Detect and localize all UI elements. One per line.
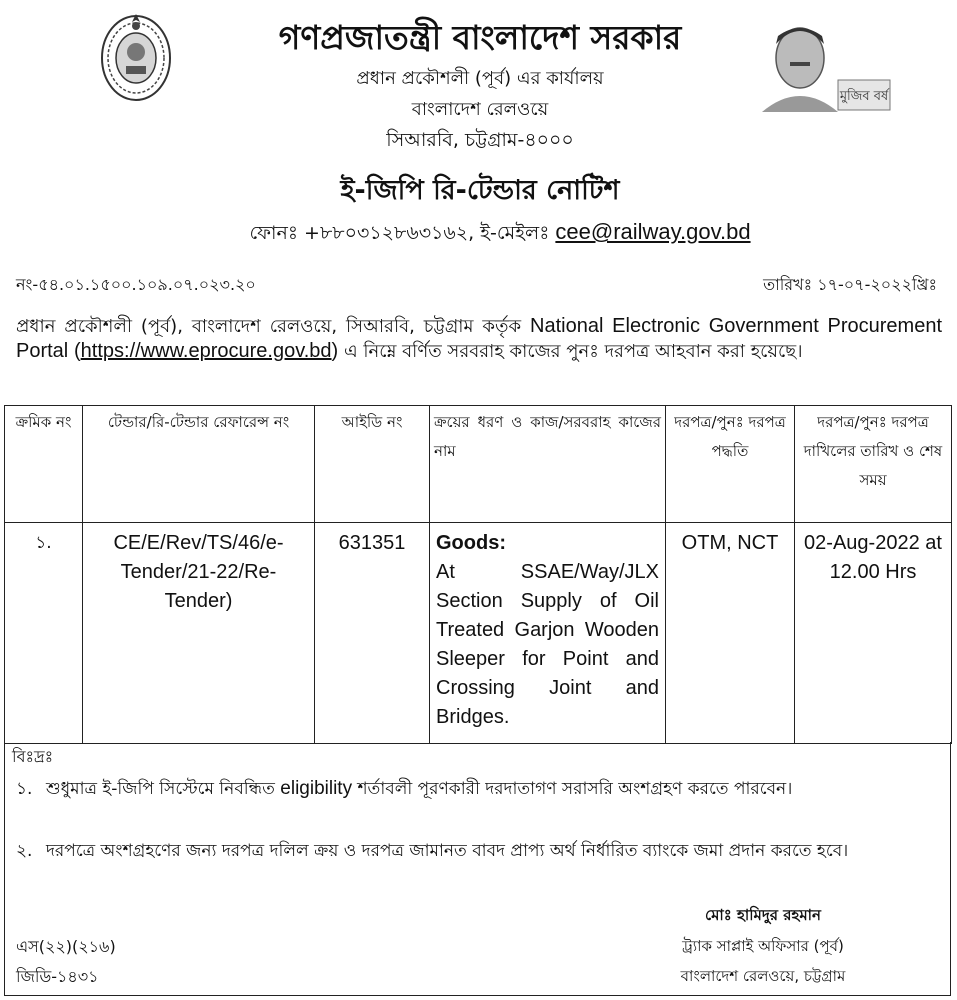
- organization-name: বাংলাদেশ রেলওয়ে: [411, 99, 549, 120]
- note-text-part: শুধুমাত্র ই-জিপি সিস্টেমে নিবন্ধিত: [46, 779, 275, 799]
- cell-serial: ১.: [5, 523, 83, 744]
- notice-title: ই-জিপি রি-টেন্ডার নোটিশ: [340, 175, 620, 206]
- portrait-logo-icon: [752, 14, 892, 114]
- header-serial: ক্রমিক নং: [5, 406, 83, 523]
- note-item: [16, 774, 942, 804]
- table-header-row: [5, 406, 952, 523]
- note-item: [16, 836, 942, 866]
- note-text: দরপত্রে অংশগ্রহণের জন্য দরপত্র দলিল ক্রয় ও দরপত্র জামানত বাবদ প্রাপ্য অর্থ নির্ধারিত ব্যাংকে জমা প্রদান করতে হবে।: [46, 841, 849, 861]
- header-id: আইডি নং: [315, 406, 430, 523]
- portal-url-link[interactable]: https://www.eprocure.gov.bd: [80, 340, 332, 362]
- reference-code: জিডি-১৪৩১: [16, 967, 99, 986]
- table-row: [5, 523, 952, 744]
- signatory-title: ট্র্যাক সাপ্লাই অফিসার (পূর্ব): [682, 937, 844, 955]
- office-name: প্রধান প্রকৌশলী (পূর্ব) এর কার্যালয়: [356, 68, 604, 89]
- email-link[interactable]: cee@railway.gov.bd: [555, 219, 751, 244]
- reference-code: এস(২২)(২১৬): [16, 937, 116, 956]
- header-deadline: দরপত্র/পুনঃ দরপত্র দাখিলের তারিখ ও শেষ সময়: [795, 406, 952, 523]
- work-details: At SSAE/Way/JLX Section Supply of Oil Treated Garjon Wooden Sleeper for Point and Crossing Joint and Bridges.: [436, 561, 659, 728]
- intro-text-1: প্রধান প্রকৌশলী (পূর্ব), বাংলাদেশ রেলওয়ে, সিআরবি, চট্টগ্রাম কর্তৃক: [16, 316, 522, 337]
- note-text-english: eligibility: [280, 778, 353, 799]
- notice-date: তারিখঃ ১৭-০৭-২০২২খ্রিঃ: [763, 275, 937, 294]
- header-work-type: ক্রয়ের ধরণ ও কাজ/সরবরাহ কাজের নাম: [430, 406, 666, 523]
- header-reference: টেন্ডার/রি-টেন্ডার রেফারেন্স নং: [83, 406, 315, 523]
- intro-paragraph: প্রধান প্রকৌশলী (পূর্ব), বাংলাদেশ রেলওয়ে, সিআরবি, চট্টগ্রাম কর্তৃক National Electronic Government Procurement Portal (https://www.eprocure.gov.bd) এ নিম্নে বর্ণিত সরবরাহ কাজের পুনঃ দরপত্র আহবান করা হয়েছে।: [16, 315, 943, 362]
- tender-table: [4, 405, 952, 744]
- note-number: ২.: [16, 841, 33, 861]
- note-text: [16, 774, 942, 804]
- cell-work-description: [430, 523, 666, 744]
- intro-text-2: এ নিম্নে বর্ণিত সরবরাহ কাজের পুনঃ দরপত্র আহবান করা হয়েছে।: [343, 341, 803, 362]
- signatory-name: মোঃ হামিদুর রহমান: [705, 906, 821, 924]
- cell-id: 631351: [315, 523, 430, 744]
- signatory-office: বাংলাদেশ রেলওয়ে, চট্টগ্রাম: [680, 967, 846, 985]
- portrait-caption: মুজিব বর্ষ: [839, 89, 889, 104]
- government-seal-icon: [98, 8, 174, 104]
- header-method: দরপত্র/পুনঃ দরপত্র পদ্ধতি: [666, 406, 795, 523]
- work-category: Goods:: [436, 532, 506, 554]
- phone-text: ফোনঃ +৮৮০৩১২৮৬৩১৬২, ই-মেইলঃ: [249, 222, 550, 244]
- government-title: গণপ্রজাতন্ত্রী বাংলাদেশ সরকার: [278, 18, 682, 57]
- memo-number: নং-৫৪.০১.১৫০০.১০৯.০৭.০২৩.২০: [16, 275, 256, 294]
- note-number: ১.: [16, 779, 33, 799]
- note-text-part: শর্তাবলী পূরণকারী দরদাতাগণ সরাসরি অংশগ্রহণ করতে পারবেন।: [357, 779, 793, 799]
- cell-reference: CE/E/Rev/TS/46/e-Tender/21-22/Re-Tender): [83, 523, 315, 744]
- cell-method: OTM, NCT: [666, 523, 795, 744]
- contact-line: [150, 219, 850, 251]
- cell-deadline: 02-Aug-2022 at 12.00 Hrs: [795, 523, 952, 744]
- intro-portal: National Electronic Government Procurement Portal: [16, 315, 943, 362]
- office-address: সিআরবি, চট্টগ্রাম-৪০০০: [386, 129, 574, 151]
- notes-heading: বিঃদ্রঃ: [12, 747, 54, 766]
